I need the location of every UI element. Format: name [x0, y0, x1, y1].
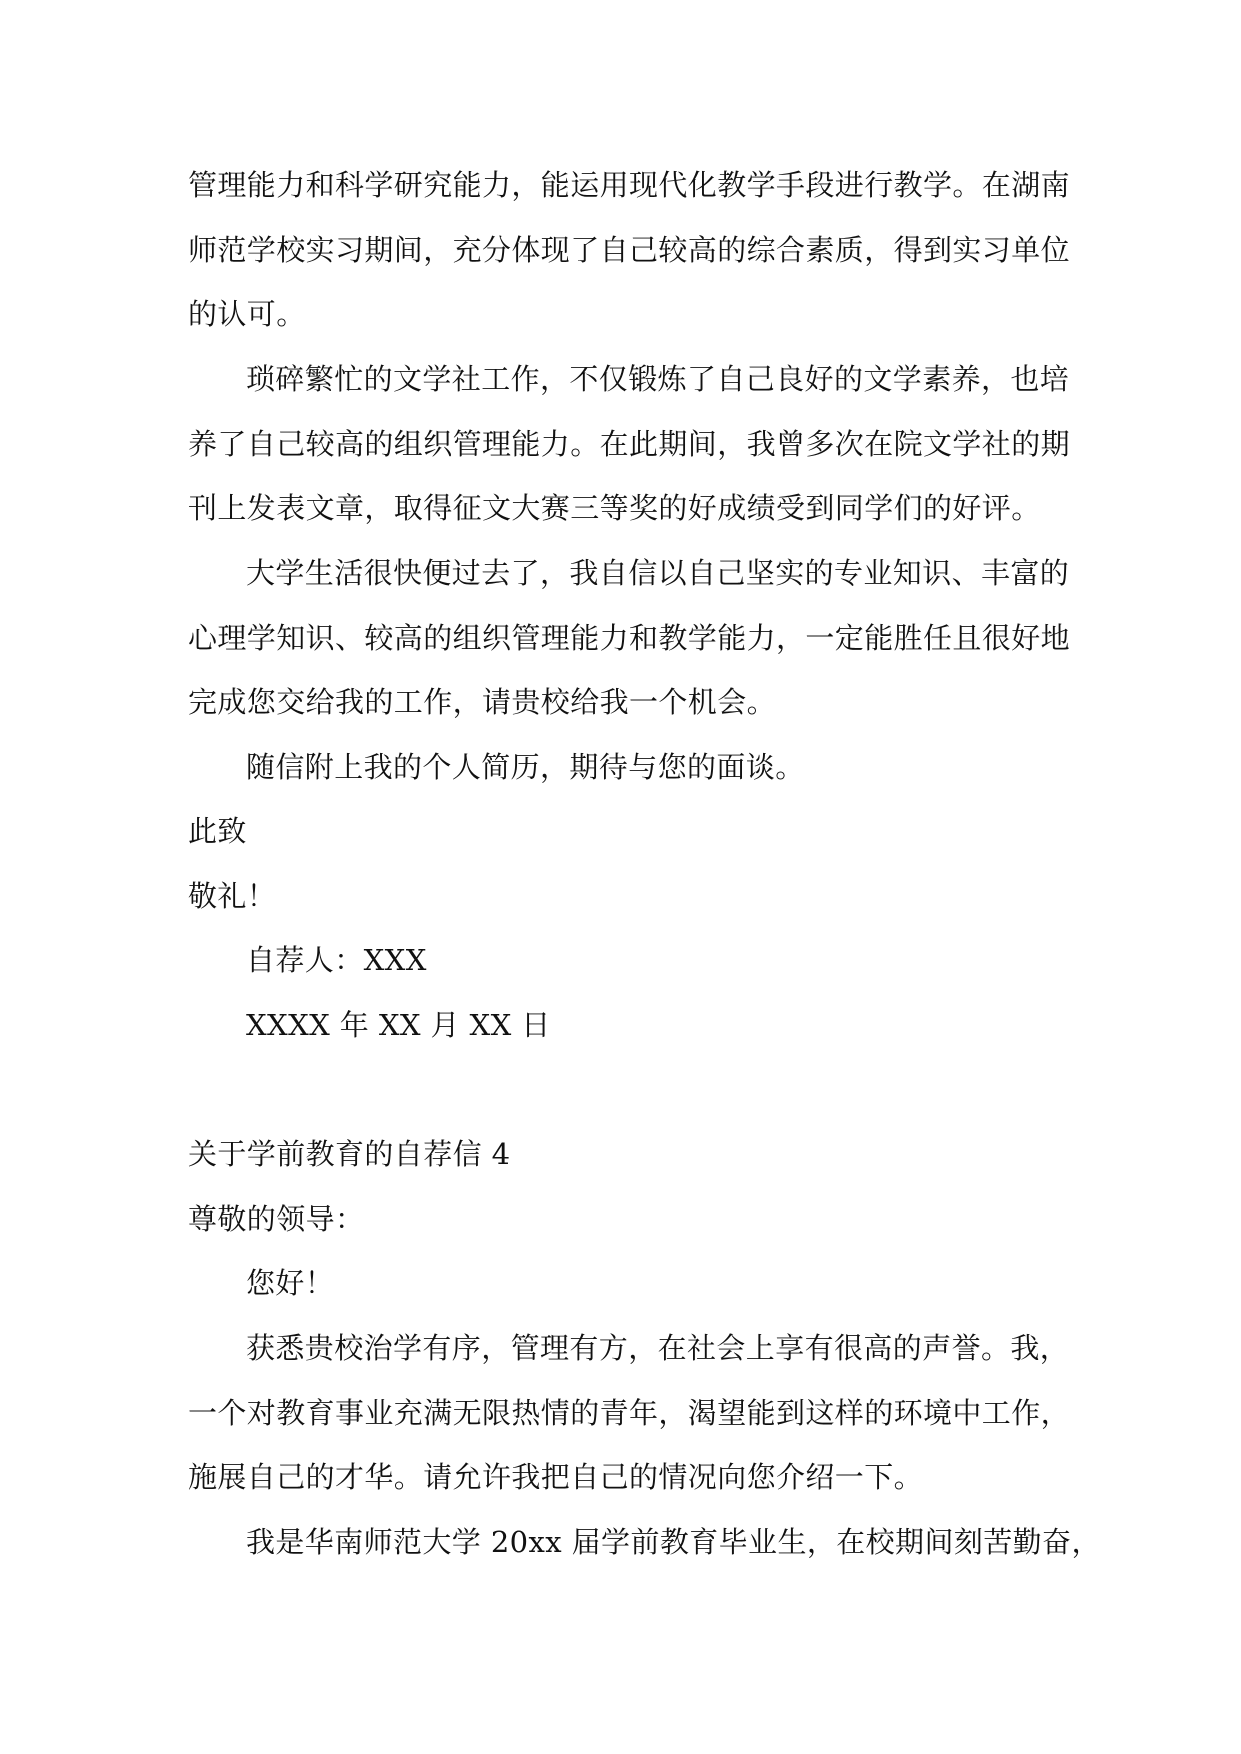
greeting-line: 您好！ [246, 1266, 335, 1300]
paragraph-line: 的认可。 [188, 297, 306, 331]
closing-line: 敬礼！ [188, 879, 277, 913]
paragraph-line: 完成您交给我的工作，请贵校给我一个机会。 [188, 685, 777, 719]
paragraph-line: 施展自己的才华。请允许我把自己的情况向您介绍一下。 [188, 1460, 924, 1494]
salutation-line: 尊敬的领导： [188, 1202, 365, 1236]
paragraph-line: 大学生活很快便过去了，我自信以自己坚实的专业知识、丰富的 [246, 556, 1070, 590]
paragraph-line: 养了自己较高的组织管理能力。在此期间，我曾多次在院文学社的期 [188, 427, 1071, 461]
paragraph-line: 管理能力和科学研究能力，能运用现代化教学手段进行教学。在湖南 [188, 168, 1071, 202]
paragraph-line: 心理学知识、较高的组织管理能力和教学能力，一定能胜任且很好地 [188, 621, 1071, 655]
paragraph-line: 师范学校实习期间，充分体现了自己较高的综合素质，得到实习单位 [188, 233, 1071, 267]
paragraph-line: 刊上发表文章，取得征文大赛三等奖的好成绩受到同学们的好评。 [188, 491, 1041, 525]
paragraph-line: 我是华南师范大学 20xx 届学前教育毕业生，在校期间刻苦勤奋， [246, 1525, 1101, 1559]
section-title: 关于学前教育的自荐信 4 [188, 1137, 511, 1171]
paragraph-line: 一个对教育事业充满无限热情的青年，渴望能到这样的环境中工作， [188, 1396, 1071, 1430]
paragraph-line: 获悉贵校治学有序，管理有方，在社会上享有很高的声誉。我， [246, 1331, 1070, 1365]
closing-line: 此致 [188, 814, 247, 848]
signer-line: 自荐人：XXX [246, 943, 427, 977]
paragraph-line: 随信附上我的个人简历，期待与您的面谈。 [246, 750, 805, 784]
date-line: XXXX 年 XX 月 XX 日 [246, 1008, 551, 1042]
paragraph-line: 琐碎繁忙的文学社工作，不仅锻炼了自己良好的文学素养，也培 [246, 362, 1070, 396]
